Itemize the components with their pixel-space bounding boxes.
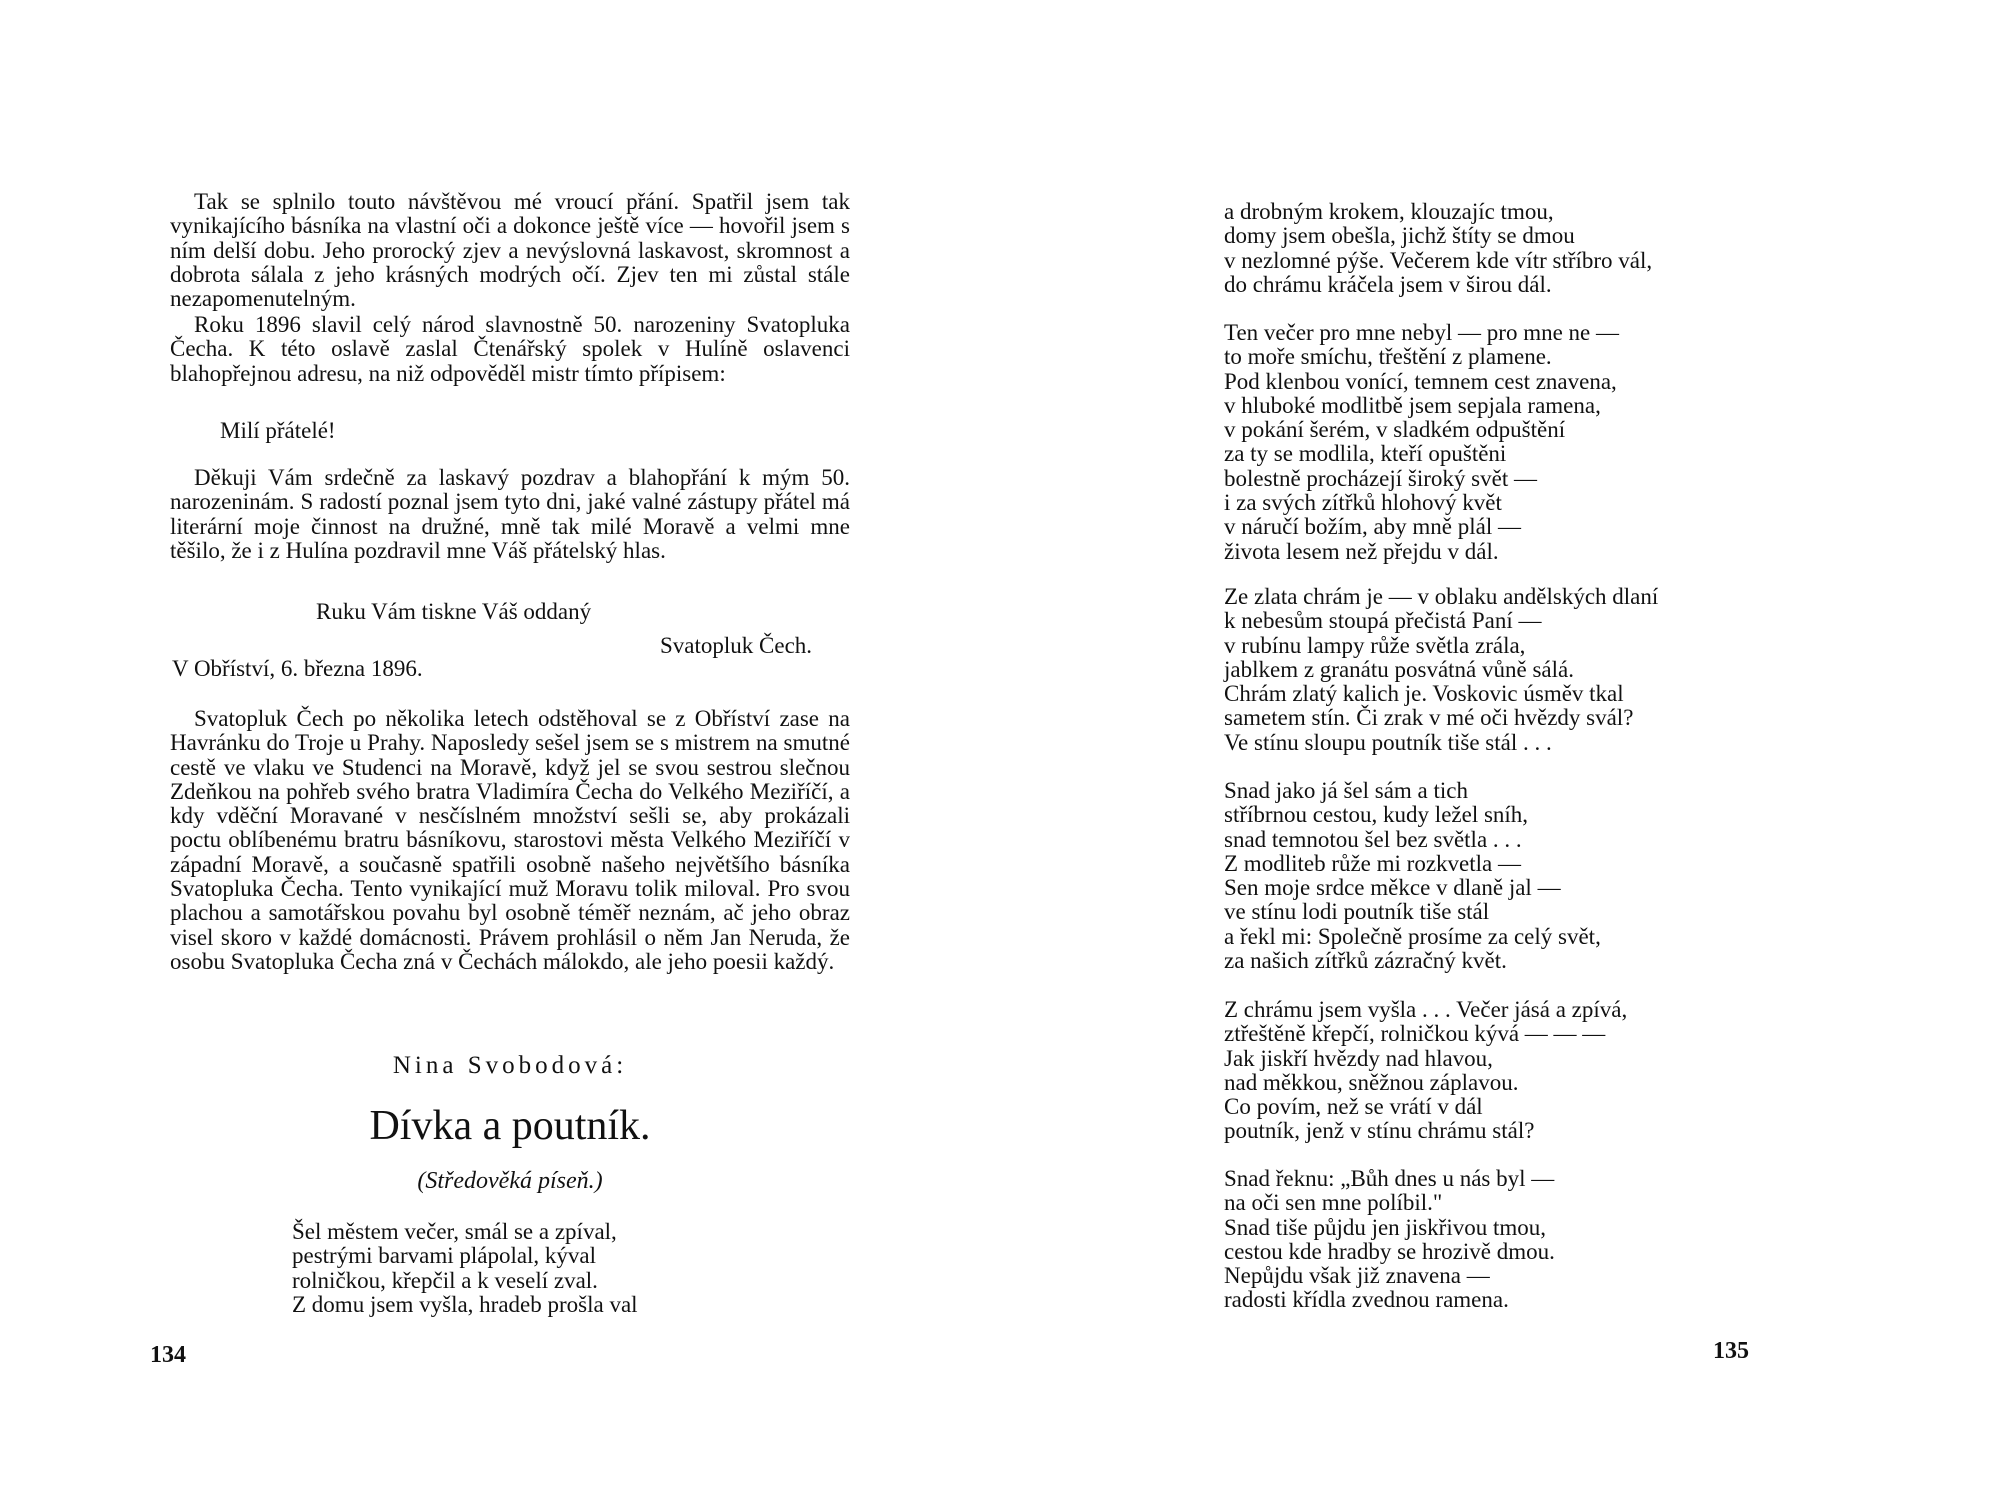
poem-line: do chrámu kráčela jsem v širou dál. [1224,271,1552,297]
poem-line: Z modliteb růže mi rozkvetla — [1224,850,1521,876]
poem-stanza-6 [1224,1167,1555,1313]
poem-line: v rubínu lampy růže světla zrála, [1224,632,1526,658]
poem-line: sametem stín. Či zrak v mé oči hvězdy svál? [1224,705,1634,731]
poem-line: Snad tiše půjdu jen jiskřivou tmou, [1224,1214,1546,1240]
poem-subtitle: (Středověká píseň.) [417,1168,603,1194]
poem-line: v nezlomné pýše. Večerem kde vítr stříbro vál, [1224,247,1653,273]
poem-title: Dívka a poutník. [369,1103,651,1149]
letter-body: Děkuji Vám srdečně za laskavý pozdrav a blahopřání k mým 50. narozeninám. S radostí poznal jsem tyto dni, jaké valné zástupy přátel má literární moje činnost na družné, mně tak milé Moravě a velmi mne těšilo, že i z Hulína pozdravil mne Váš přátelský hlas. [170,465,850,563]
poem-line: Pod klenbou vonící, temnem cest znavena, [1224,368,1617,394]
poem-line: Ve stínu sloupu poutník tiše stál . . . [1224,729,1552,755]
poem-line: Snad řeknu: „Bůh dnes u nás byl — [1224,1166,1555,1191]
poem-line: cestou kde hradby se hrozivě dmou. [1224,1238,1555,1264]
poem-line: Z domu jsem vyšla, hradeb prošla val [292,1291,638,1317]
poem-line: Jak jiskří hvězdy nad hlavou, [1224,1045,1493,1071]
poem-line: v pokání šerém, v sladkém odpuštění [1224,417,1566,443]
poem-line: v hluboké modlitbě jsem sepjala ramena, [1224,392,1601,418]
page-number-right: 135 [1713,1338,1749,1364]
poem-line: jablkem z granátu posvátná vůně sálá. [1224,656,1574,682]
poem-line: i za svých zítřků hlohový květ [1224,490,1502,516]
poem-line: Ze zlata chrám je — v oblaku andělských dlaní [1224,584,1659,609]
paragraph-visit: Tak se splnilo touto návštěvou mé vroucí přání. Spatřil jsem tak vynikajícího básníka na vlastní oči a dokonce ještě více — hovořil jsem s ním delší dobu. Jeho prorocký zjev a nevýslovná laskavost, skromnost a dobrota sálala z jeho krásných modrých očí. Zjev ten mi zůstal stále nezapomenutelným. [170,189,850,312]
poem-line: Sen moje srdce měkce v dlaně jal — [1224,875,1561,901]
paragraph-last-meeting: Svatopluk Čech po několika letech odstěhoval se z Obříství zase na Havránku do Troje u Prahy. Naposledy sešel jsem se s mistrem na smutné cestě ve vlaku ve Studenci na Moravě, když jel se svou sestrou slečnou Zdeňkou na pohřeb svého bratra Vladimíra Čecha do Velkého Meziříčí, a kdy vděční Moravané v nesčíslném množství sešli se, aby prokázali poctu oblíbenému bratru básníkovu, starostovi města Velkého Meziříčí v západní Moravě, a současně spatřili osobně našeho největšího básníka Svatopluka Čecha. Tento vynikající muž Moravu tolik miloval. Pro svou plachou a samotářskou povahu byl osobně téměř neznám, ač jeho obraz visel skoro v každé domácnosti. Právem prohlásil o něm Jan Neruda, že osobu Svatopluka Čecha zná v Čechách málokdo, ale jeho poesii každý. [170,706,850,974]
poem-line: a drobným krokem, klouzajíc tmou, [1224,199,1554,224]
poem-line: na oči sen mne políbil." [1224,1190,1443,1216]
poem-line: Z chrámu jsem vyšla . . . Večer jásá a zpívá, [1224,997,1628,1022]
poem-line: pestrými barvami plápolal, kýval [292,1243,597,1269]
poem-line: v náručí božím, aby mně plál — [1224,514,1522,540]
poem-line: Co povím, než se vrátí v dál [1224,1094,1483,1120]
poem-line: nad měkkou, sněžnou záplavou. [1224,1069,1519,1095]
poem-line: ve stínu lodi poutník tiše stál [1224,899,1490,925]
poem-stanza-3 [1224,585,1658,755]
letter-salutation: Milí přátelé! [220,418,336,443]
poem-line: poutník, jenž v stínu chrámu stál? [1224,1118,1535,1144]
paragraph-anniversary: Roku 1896 slavil celý národ slavnostně 50. narozeniny Svatopluka Čecha. K této oslavě zaslal Čtenářský spolek v Hulíně oslavenci blahopřejnou adresu, na niž odpověděl mistr tímto přípisem: [170,312,850,386]
poem-line: Ten večer pro mne nebyl — pro mne ne — [1224,320,1620,345]
poem-line: Nepůjdu však již znavena — [1224,1263,1490,1289]
poem-line: bolestně procházejí široký svět — [1224,465,1537,491]
poem-author: Nina Svobodová: [392,1052,628,1079]
letter-signature: Svatopluk Čech. [660,633,813,658]
poem-line: za našich zítřků zázračný květ. [1224,948,1507,974]
poem-line: Snad jako já šel sám a tich [1224,778,1468,803]
poem-line: života lesem než přejdu v dál. [1224,538,1499,564]
page-number-left: 134 [150,1342,186,1368]
poem-stanza-5 [1224,998,1627,1144]
poem-line: Šel městem večer, smál se a zpíval, [292,1219,617,1244]
letter-closing: Ruku Vám tiskne Váš oddaný [316,599,592,624]
poem-stanza-2 [1224,321,1619,564]
poem-line: snad temnotou šel bez světla . . . [1224,826,1522,852]
poem-line: domy jsem obešla, jichž štíty se dmou [1224,223,1575,249]
poem-line: k nebesům stoupá přečistá Paní — [1224,608,1542,634]
letter-place-date: V Obříství, 6. března 1896. [172,656,423,681]
poem-line: ztřeštěně křepčí, rolničkou kývá — — — [1224,1021,1606,1047]
poem-line: to moře smíchu, třeštění z plamene. [1224,344,1552,370]
poem-line: stříbrnou cestou, kudy ležel sníh, [1224,802,1529,828]
poem-line: rolničkou, křepčil a k veselí zval. [292,1267,598,1293]
poem-line: Chrám zlatý kalich je. Voskovic úsměv tkal [1224,681,1624,707]
poem-opening-stanza [292,1220,638,1317]
poem-line: za ty se modlila, kteří opuštěni [1224,441,1507,467]
poem-stanza-4 [1224,779,1601,973]
poem-stanza-1 [1224,200,1652,297]
poem-line: a řekl mi: Společně prosíme za celý svět, [1224,923,1601,949]
poem-line: radosti křídla zvednou ramena. [1224,1287,1509,1313]
right-page [995,0,1990,1501]
